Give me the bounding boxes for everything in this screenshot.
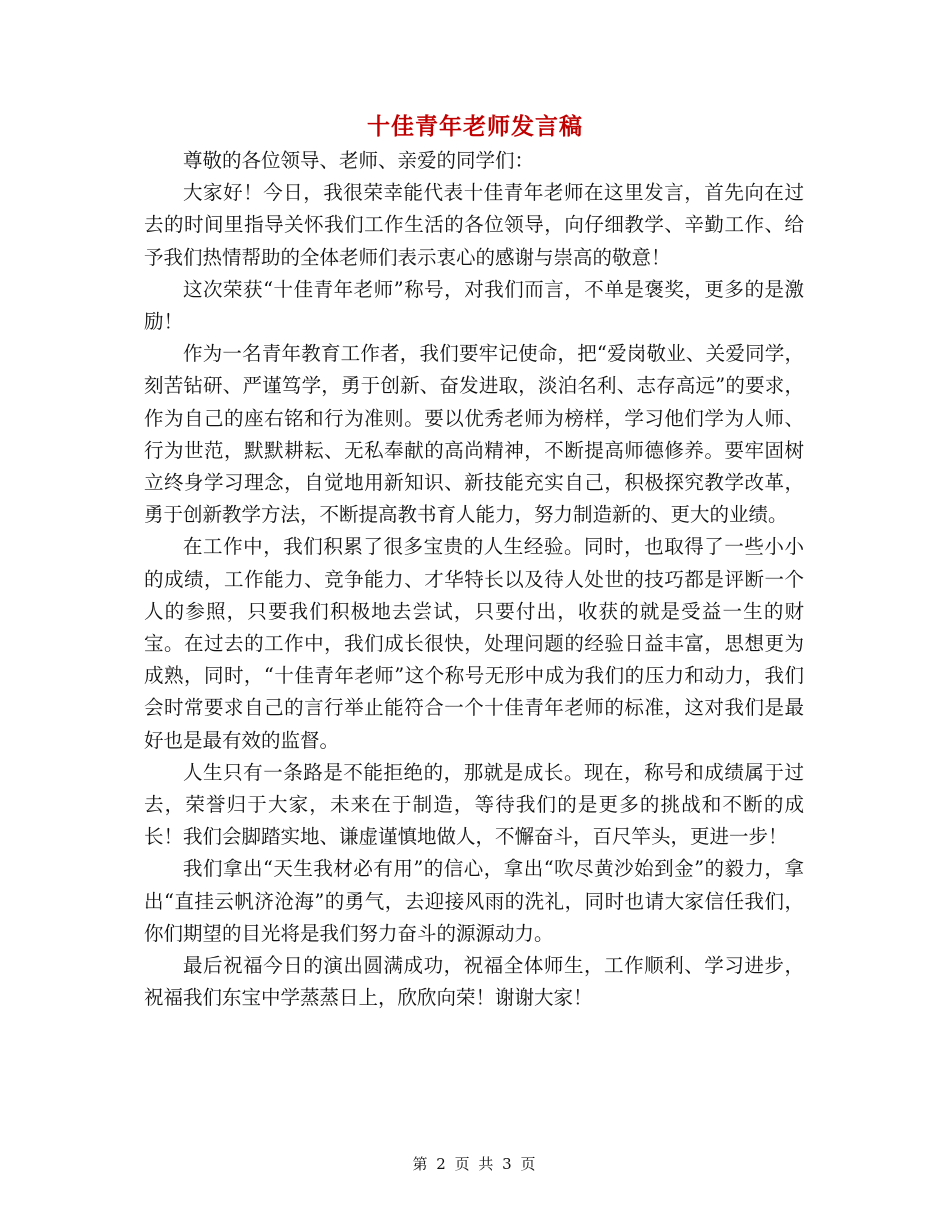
body-paragraph: 这次荣获“十佳青年老师”称号，对我们而言，不单是褒奖，更多的是激励！ [144, 277, 804, 334]
body-paragraph: 我们拿出“天生我材必有用”的信心，拿出“吹尽黄沙始到金”的毅力，拿出“直挂云帆济沧海”的勇气，去迎接风雨的洗礼，同时也请大家信任我们，你们期望的目光将是我们努力奋斗的源源动力。 [144, 857, 804, 945]
body-paragraph: 大家好！今日，我很荣幸能代表十佳青年老师在这里发言，首先向在过去的时间里指导关怀我们工作生活的各位领导，向仔细教学、辛勤工作、给予我们热情帮助的全体老师们表示衷心的感谢与崇高的敬意！ [144, 181, 804, 269]
document-body [144, 145, 804, 1014]
body-paragraph: 作为一名青年教育工作者，我们要牢记使命，把“爱岗敬业、关爱同学，刻苦钻研、严谨笃学，勇于创新、奋发进取，淡泊名利、志存高远”的要求，作为自己的座右铭和行为准则。要以优秀老师为榜样，学习他们学为人师、行为世范，默默耕耘、无私奉献的高尚精神，不断提高师德修养。要牢固树立终身学习理念，自觉地用新知识、新技能充实自己，积极探究教学改革，勇于创新教学方法，不断提高教书育人能力，努力制造新的、更大的业绩。 [144, 342, 804, 527]
page-number-footer: 第 2 页 共 3 页 [412, 1155, 538, 1173]
salutation-paragraph: 尊敬的各位领导、老师、亲爱的同学们： [183, 149, 535, 172]
body-paragraph: 人生只有一条路是不能拒绝的，那就是成长。现在，称号和成绩属于过去，荣誉归于大家，未来在于制造，等待我们的是更多的挑战和不断的成长！我们会脚踏实地、谦虚谨慎地做人，不懈奋斗，百尺竿头，更进一步！ [144, 760, 804, 849]
page-title: 十佳青年老师发言稿 [367, 113, 583, 140]
closing-paragraph: 最后祝福今日的演出圆满成功，祝福全体师生，工作顺利、学习进步，祝福我们东宝中学蒸蒸日上，欣欣向荣！谢谢大家！ [144, 954, 804, 1010]
body-paragraph: 在工作中，我们积累了很多宝贵的人生经验。同时，也取得了一些小小的成绩，工作能力、竞争能力、才华特长以及待人处世的技巧都是评断一个人的参照，只要我们积极地去尝试，只要付出，收获的就是受益一生的财宝。在过去的工作中，我们成长很快，处理问题的经验日益丰富，思想更为成熟，同时，“十佳青年老师”这个称号无形中成为我们的压力和动力，我们会时常要求自己的言行举止能符合一个十佳青年老师的标准，这对我们是最好也是最有效的监督。 [144, 535, 804, 752]
